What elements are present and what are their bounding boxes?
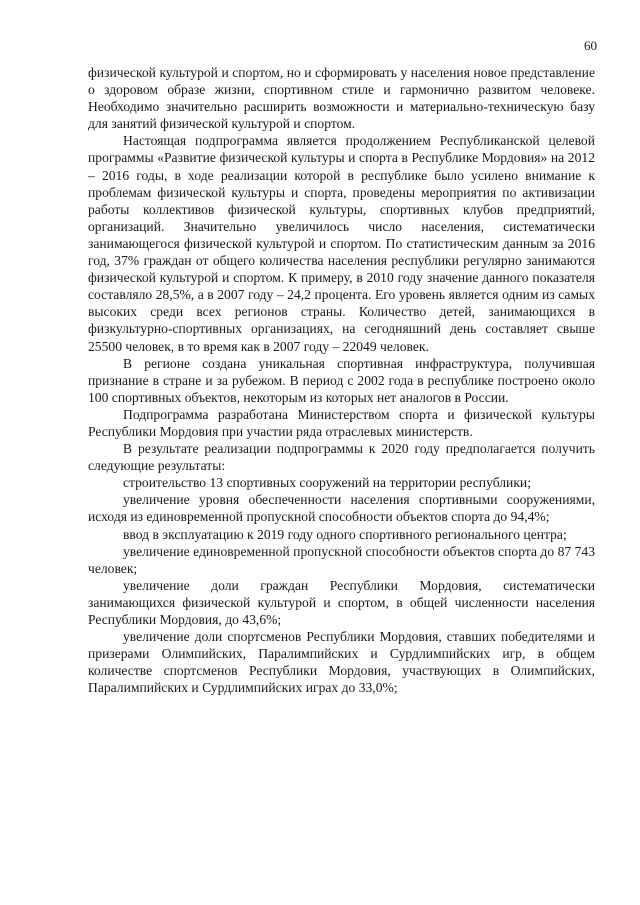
paragraph: Настоящая подпрограмма является продолжением Республиканской целевой программы «Развитие физической культуры и спорта в Республике Мордовия» на 2012 – 2016 годы, в ходе реализации которой в республике было усилено внимание к проблемам физической культуры и спорта, проведены мероприятия по активизации работы коллективов физической культуры, спортивных клубов предприятий, организаций. Значительно увеличилось число населения, систематически занимающегося физической культурой и спортом. По статистическим данным за 2016 год, 37% граждан от общего количества населения республики регулярно занимаются физической культурой и спортом. К примеру, в 2010 году значение данного показателя составляло 28,5%, а в 2007 году – 24,2 процента. Его уровень является одним из самых высоких среди всех регионов страны. Количество детей, занимающихся в физкультурно-спортивных организациях, на сегодняшний день составляет свыше 25500 человек, в то время как в 2007 году – 22049 человек. — [88, 133, 595, 354]
page-number: 60 — [584, 38, 597, 53]
document-body — [88, 64, 595, 696]
list-item: ввод в эксплуатацию к 2019 году одного спортивного регионального центра; — [123, 526, 567, 542]
paragraph: В регионе создана уникальная спортивная инфраструктура, получившая признание в стране и за рубежом. В период с 2002 года в республике построено около 100 спортивных объектов, некоторым из которых нет аналогов в России. — [88, 355, 595, 405]
paragraph: Подпрограмма разработана Министерством спорта и физической культуры Республики Мордовия при участии ряда отраслевых министерств. — [88, 406, 595, 439]
list-item: строительство 13 спортивных сооружений на территории республики; — [123, 475, 531, 491]
list-item: увеличение единовременной пропускной способности объектов спорта до 87 743 человек; — [88, 543, 595, 576]
paragraph: В результате реализации подпрограммы к 2020 году предполагается получить следующие результаты: — [88, 441, 595, 474]
list-item: увеличение уровня обеспеченности населения спортивными сооружениями, исходя из единовременной пропускной способности объектов спорта до 94,4%; — [88, 492, 595, 525]
list-item: увеличение доли граждан Республики Мордовия, систематически занимающихся физической культурой и спортом, в общей численности населения Республики Мордовия, до 43,6%; — [88, 577, 595, 627]
list-item: увеличение доли спортсменов Республики Мордовия, ставших победителями и призерами Олимпийских, Паралимпийских и Сурдлимпийских игр, в общем количестве спортсменов Республики Мордовия, участвующих в Олимпийских, Паралимпийских и Сурдлимпийских играх до 33,0%; — [88, 629, 595, 696]
paragraph: физической культурой и спортом, но и сформировать у населения новое представление о здоровом образе жизни, спортивном стиле и гармонично развитом человеке. Необходимо значительно расширить возможности и материально-техническую базу для занятий физической культурой и спортом. — [88, 65, 595, 132]
